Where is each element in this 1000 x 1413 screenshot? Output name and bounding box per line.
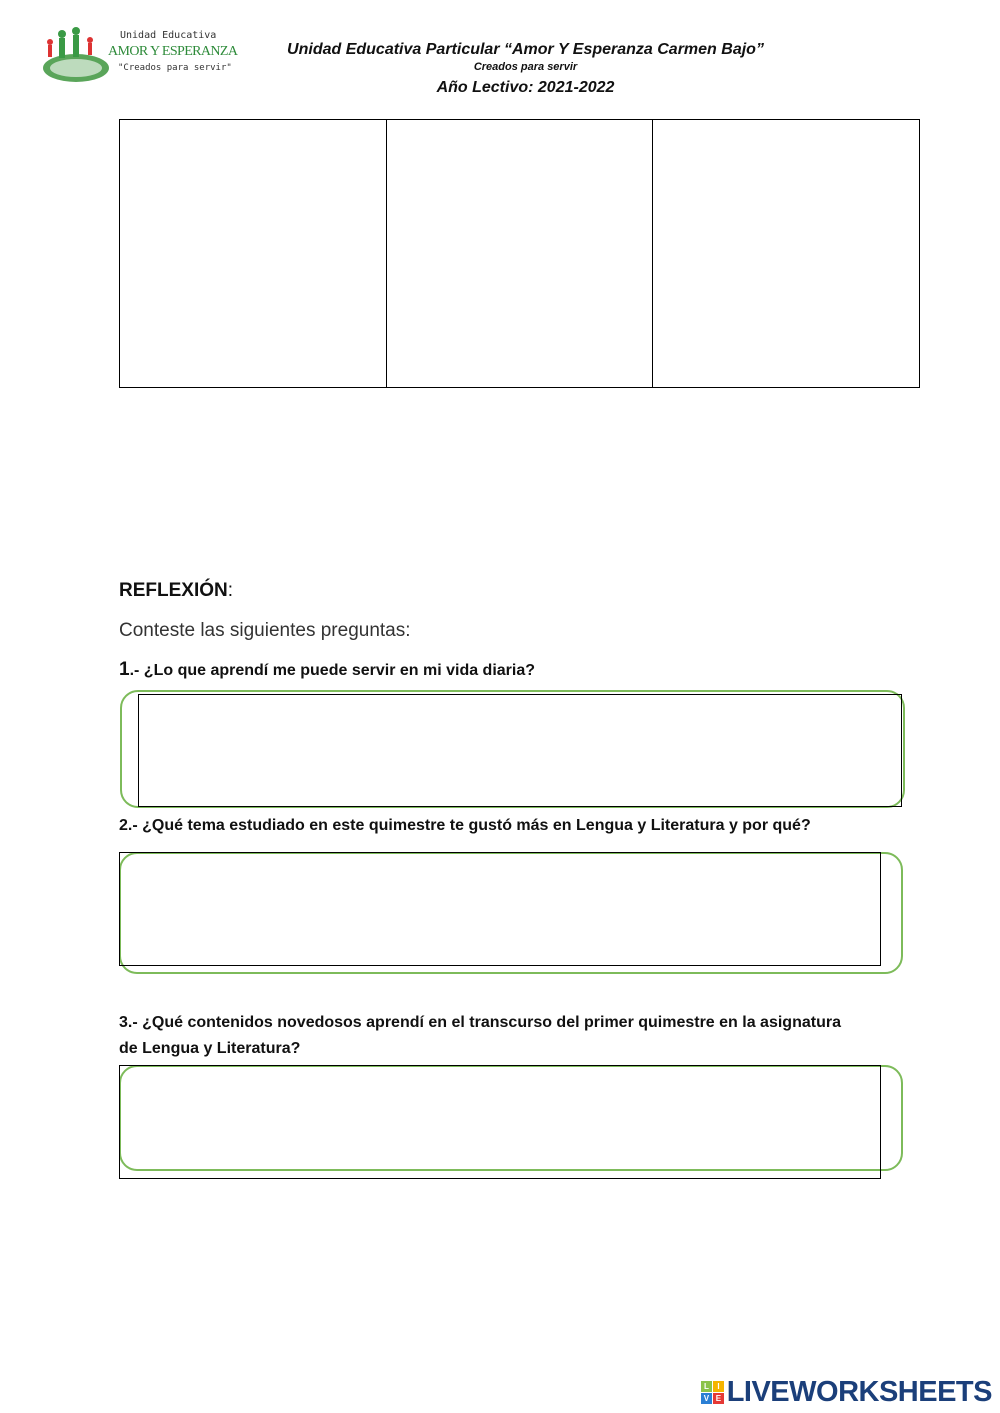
section-title-text: REFLEXIÓN (119, 580, 228, 601)
logo-text: Unidad Educativa (120, 30, 217, 41)
tile: L (701, 1381, 712, 1392)
question-number: 2 (119, 817, 128, 834)
school-motto: Creados para servir (473, 61, 578, 73)
answer-3-textarea[interactable] (120, 1066, 884, 1182)
table-cell (653, 120, 920, 388)
tile: E (713, 1393, 724, 1404)
liveworksheets-logo (701, 1376, 992, 1409)
section-title (119, 580, 233, 602)
logo-globe-icon (40, 26, 115, 86)
drawing-table (119, 119, 920, 388)
logo-text: AMOR Y ESPERANZA (108, 44, 238, 59)
question-1 (119, 659, 535, 681)
school-year: Año Lectivo: 2021-2022 (436, 79, 615, 96)
instruction: Conteste las siguientes preguntas: (119, 620, 411, 641)
tile: V (701, 1393, 712, 1404)
logo-text: "Creados para servir" (118, 63, 232, 73)
answer-3-input[interactable] (119, 1065, 881, 1179)
question-text: .- ¿Qué tema estudiado en este quimestre te gustó más en Lengua y Literatura y por qué? (127, 817, 811, 834)
school-logo (40, 26, 255, 86)
tile: I (713, 1381, 724, 1392)
brand-text: LIVEWORKSHEETS (726, 1376, 992, 1408)
question-text: .- ¿Qué contenidos novedosos aprendí en el transcurso del primer quimestre en la asignatura de Lengua y Literatura? (119, 1014, 841, 1057)
table-cell (120, 120, 387, 388)
question-2 (119, 817, 811, 835)
logo-tiles-icon (701, 1381, 724, 1404)
table-cell (386, 120, 653, 388)
colon: : (227, 580, 234, 601)
question-number: 3 (119, 1014, 128, 1031)
question-number: 1 (119, 659, 130, 680)
question-3 (119, 1010, 859, 1062)
answer-1-textarea[interactable] (139, 695, 905, 810)
answer-2-input[interactable] (119, 852, 881, 966)
school-title: Unidad Educativa Particular “Amor Y Esperanza Carmen Bajo” (287, 41, 764, 58)
answer-2-textarea[interactable] (120, 853, 884, 969)
question-text: .- ¿Lo que aprendí me puede servir en mi vida diaria? (129, 662, 536, 679)
answer-1-input[interactable] (138, 694, 902, 807)
